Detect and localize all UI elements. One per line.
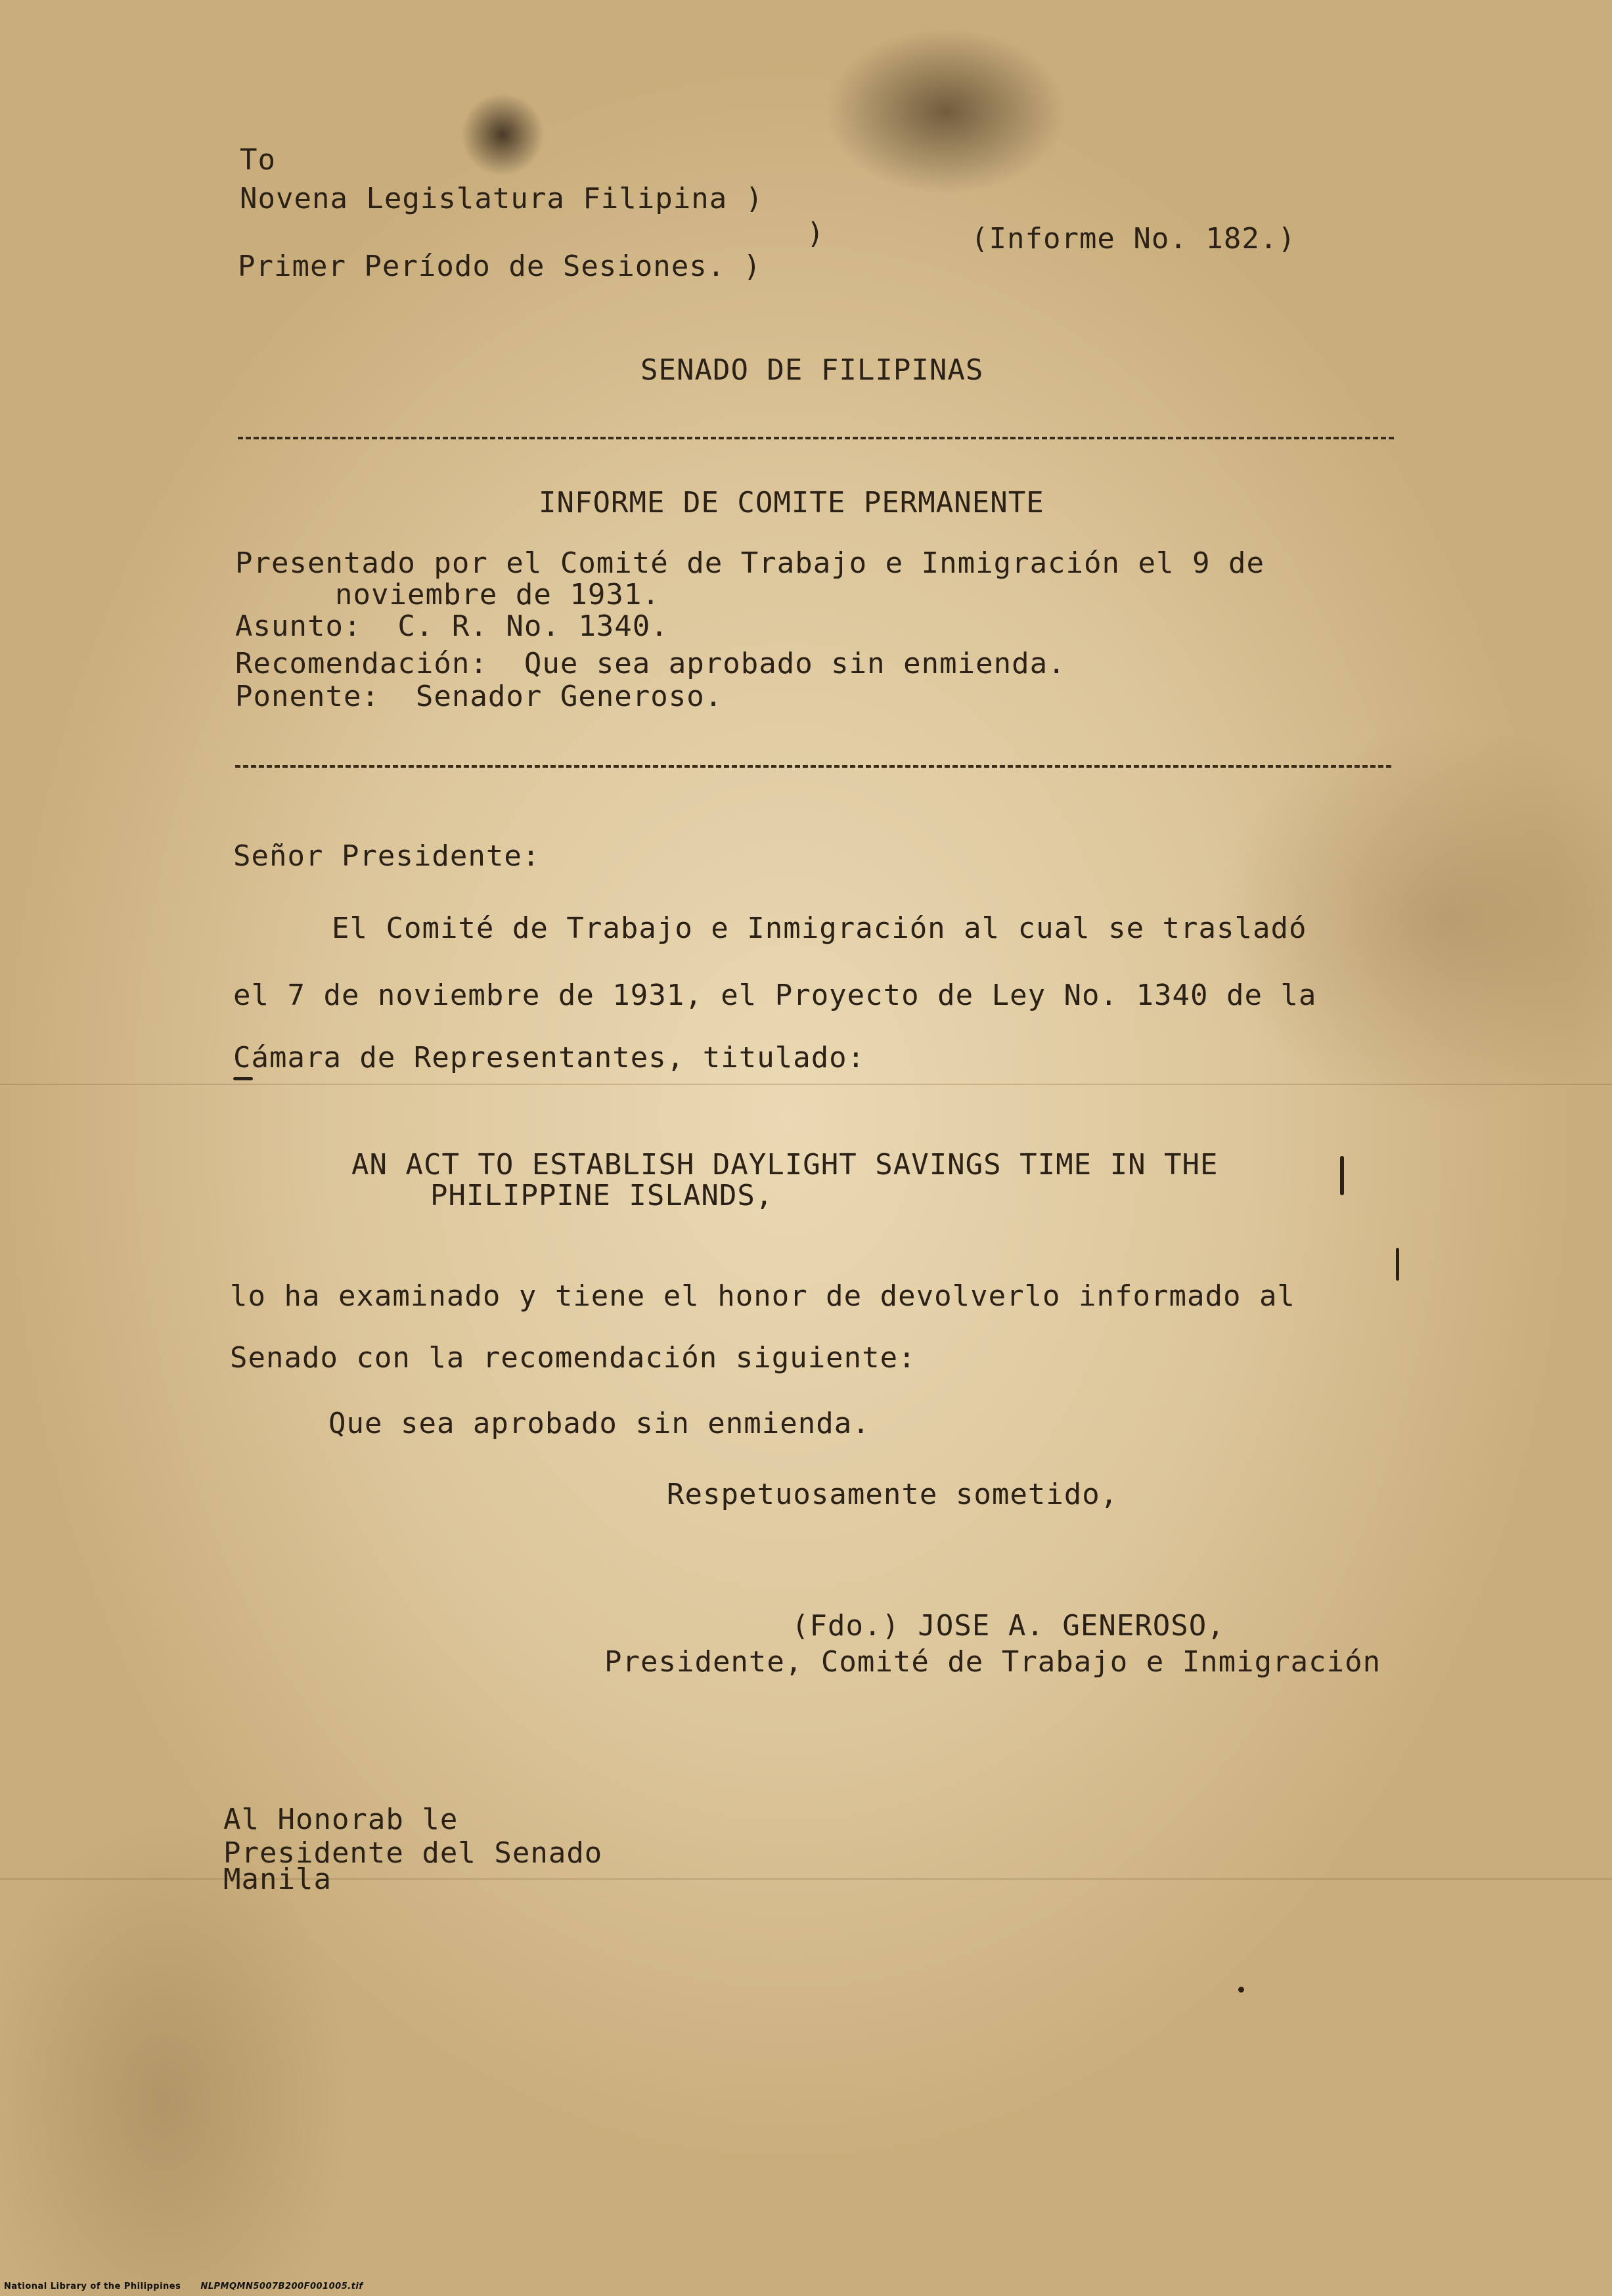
- recommendation-line: Recomendación: Que sea aprobado sin enmienda.: [235, 647, 1066, 680]
- session-period-line: Primer Período de Sesiones. ): [238, 250, 762, 283]
- act-title-line: PHILIPPINE ISLANDS,: [430, 1179, 774, 1212]
- subject-line: Asunto: C. R. No. 1340.: [235, 609, 669, 643]
- body-paragraph-line: lo ha examinado y tiene el honor de devolverlo informado al: [230, 1279, 1295, 1313]
- signatory-title: Presidente, Comité de Trabajo e Inmigración: [604, 1645, 1381, 1679]
- presented-line: Presentado por el Comité de Trabajo e Inmigración el 9 de: [235, 546, 1265, 580]
- addressee-line: Manila: [223, 1863, 332, 1896]
- act-title-line: AN ACT TO ESTABLISH DAYLIGHT SAVINGS TIME IN THE: [351, 1148, 1219, 1181]
- footer-caption: [4, 2282, 363, 2291]
- ink-mark: [1340, 1156, 1344, 1195]
- chamber-heading: SENADO DE FILIPINAS: [640, 353, 984, 387]
- body-paragraph-line: el 7 de noviembre de 1931, el Proyecto de Ley No. 1340 de la: [233, 979, 1317, 1012]
- ink-mark: [233, 1077, 253, 1080]
- file-id: NLPMQMN5007B200F001005.tif: [200, 2282, 363, 2291]
- addressee-line: Presidente del Senado: [223, 1836, 603, 1870]
- salutation: Señor Presidente:: [233, 839, 541, 873]
- ink-mark: [1238, 1987, 1244, 1993]
- addressee-line: Al Honorab le: [223, 1803, 459, 1836]
- bracket-mid: ): [807, 217, 825, 250]
- report-title: INFORME DE COMITE PERMANENTE: [539, 486, 1044, 519]
- dashed-separator: [238, 437, 1394, 439]
- presented-date: noviembre de 1931.: [335, 578, 660, 611]
- signature-line: (Fdo.) JOSE A. GENEROSO,: [792, 1609, 1225, 1643]
- body-paragraph-line: Senado con la recomendación siguiente:: [230, 1341, 916, 1375]
- sponsor-line: Ponente: Senador Generoso.: [235, 680, 723, 713]
- library-name: National Library of the Philippines: [4, 2282, 181, 2291]
- respectfully-submitted: Respetuosamente sometido,: [667, 1478, 1119, 1511]
- recommendation-text: Que sea aprobado sin enmienda.: [328, 1407, 870, 1440]
- report-number: (Informe No. 182.): [971, 222, 1296, 255]
- ink-mark: [1396, 1248, 1399, 1281]
- paper-fold: [0, 1084, 1612, 1085]
- to-label: To: [240, 143, 276, 177]
- dashed-separator: [235, 765, 1391, 768]
- body-paragraph-line: Cámara de Representantes, titulado:: [233, 1041, 866, 1074]
- legislature-line: Novena Legislatura Filipina ): [240, 182, 764, 215]
- body-paragraph-line: El Comité de Trabajo e Inmigración al cual se trasladó: [332, 912, 1307, 945]
